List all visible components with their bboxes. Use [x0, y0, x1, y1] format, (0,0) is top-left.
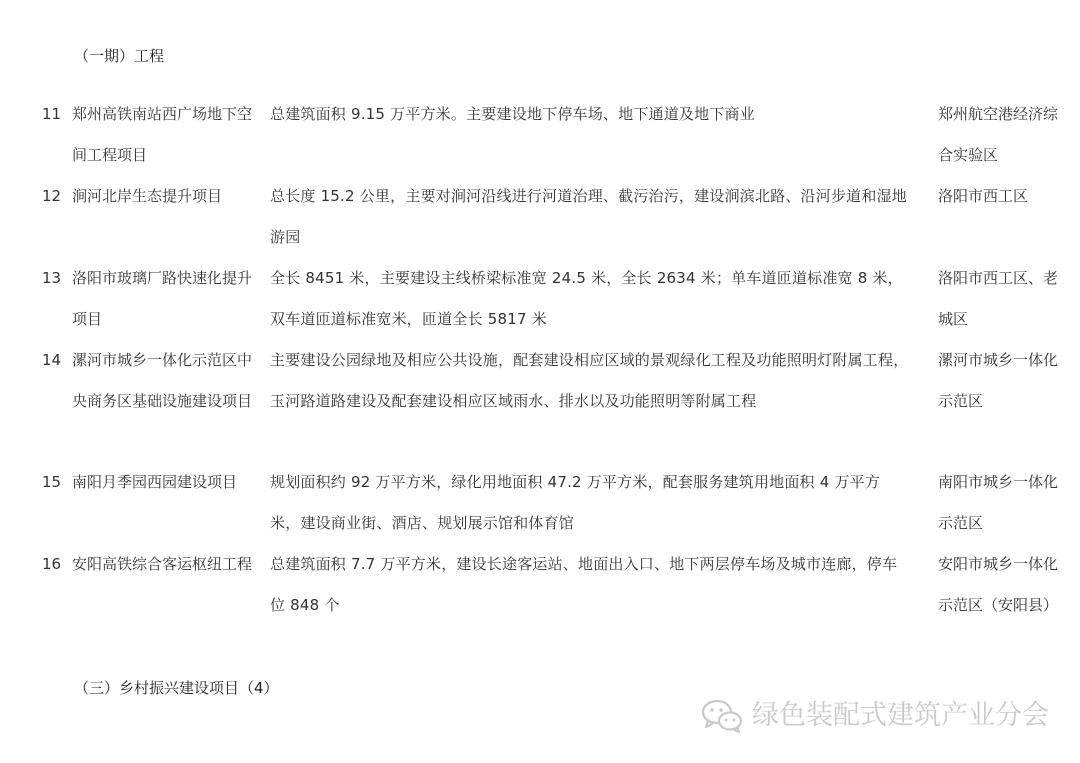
project-location: 洛阳市西工区、老城区 [938, 269, 1059, 328]
project-location: 洛阳市西工区 [938, 187, 1029, 205]
row-number: 16 [42, 555, 62, 573]
project-location: 南阳市城乡一体化示范区 [938, 473, 1059, 532]
project-name: 涧河北岸生态提升项目 [72, 187, 223, 205]
project-name: 郑州高铁南站西广场地下空间工程项目 [72, 105, 253, 164]
wechat-icon [700, 696, 744, 736]
row-number: 11 [42, 105, 62, 123]
top-heading: （一期）工程 [74, 47, 165, 65]
row-number: 12 [42, 187, 62, 205]
watermark [700, 694, 1049, 738]
project-description: 全长 8451 米，主要建设主线桥梁标准宽 24.5 米，全长 2634 米；单车道匝道标准宽 8 米，双车道匝道标准宽米，匝道全长 5817 米 [270, 269, 903, 328]
project-name: 南阳月季园西园建设项目 [72, 473, 238, 491]
project-description: 总长度 15.2 公里，主要对涧河沿线进行河道治理、截污治污，建设涧滨北路、沿河步道和湿地游园 [270, 187, 907, 246]
row-number: 15 [42, 473, 62, 491]
section-heading: （三）乡村振兴建设项目（4） [74, 679, 279, 697]
project-name: 安阳高铁综合客运枢纽工程 [72, 555, 253, 573]
project-description: 规划面积约 92 万平方米，绿化用地面积 47.2 万平方米，配套服务建筑用地面积 4 万平方米，建设商业街、酒店、规划展示馆和体育馆 [270, 473, 881, 532]
watermark-text: 绿色装配式建筑产业分会 [752, 700, 1049, 731]
project-description: 总建筑面积 7.7 万平方米，建设长途客运站、地面出入口、地下两层停车场及城市连廊，停车位 848 个 [270, 555, 898, 614]
project-location: 郑州航空港经济综合实验区 [938, 105, 1059, 164]
row-number: 14 [42, 351, 62, 369]
project-description: 总建筑面积 9.15 万平方米。主要建设地下停车场、地下通道及地下商业 [270, 105, 755, 123]
project-description: 主要建设公园绿地及相应公共设施，配套建设相应区域的景观绿化工程及功能照明灯附属工程，玉河路道路建设及配套建设相应区域雨水、排水以及功能照明等附属工程 [270, 351, 909, 410]
project-name: 漯河市城乡一体化示范区中央商务区基础设施建设项目 [72, 351, 253, 410]
row-number: 13 [42, 269, 62, 287]
project-location: 漯河市城乡一体化示范区 [938, 351, 1059, 410]
project-name: 洛阳市玻璃厂路快速化提升项目 [72, 269, 253, 328]
project-location: 安阳市城乡一体化示范区（安阳县） [938, 555, 1059, 614]
